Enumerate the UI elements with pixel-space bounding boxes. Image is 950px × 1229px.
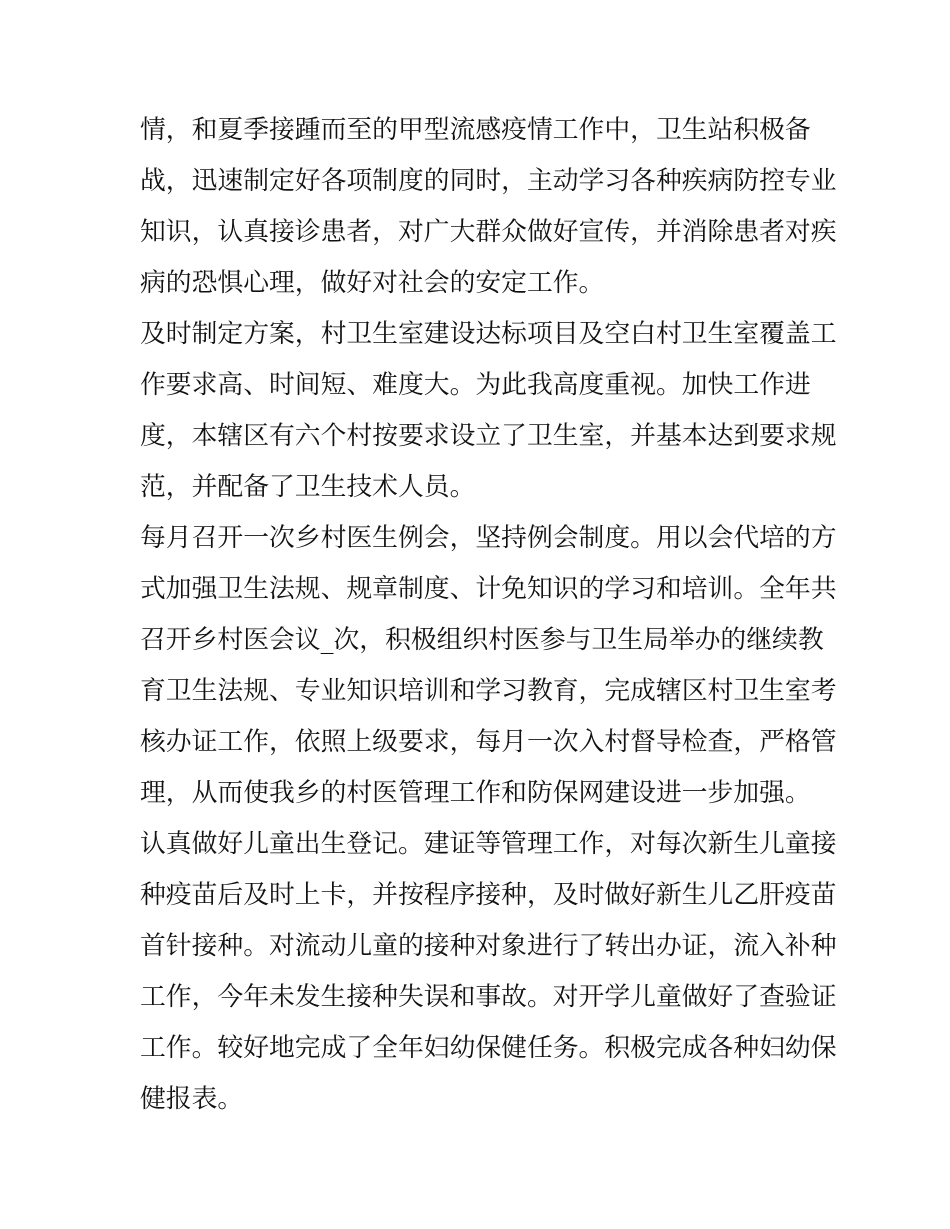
paragraph (140, 819, 837, 1125)
text-line: 每月召开一次乡村医生例会，坚持例会制度。用以会代培的方 (140, 523, 837, 553)
text-line: 认真做好儿童出生登记。建证等管理工作，对每次新生儿童接 (140, 829, 837, 859)
paragraph (140, 309, 837, 513)
text-line: 及时制定方案，村卫生室建设达标项目及空白村卫生室覆盖工 (140, 319, 837, 349)
text-line: 知识，认真接诊患者，对广大群众做好宣传，并消除患者对疾 (140, 217, 837, 247)
document-page (140, 105, 837, 1125)
text-line: 首针接种。对流动儿童的接种对象进行了转出办证，流入补种 (140, 931, 837, 961)
text-line: 式加强卫生法规、规章制度、计免知识的学习和培训。全年共 (140, 574, 837, 604)
paragraph (140, 105, 837, 309)
text-line: 理，从而使我乡的村医管理工作和防保网建设进一步加强。 (140, 778, 811, 808)
text-line: 核办证工作，依照上级要求，每月一次入村督导检查，严格管 (140, 727, 837, 757)
text-line: 育卫生法规、专业知识培训和学习教育，完成辖区村卫生室考 (140, 676, 837, 706)
text-line: 种疫苗后及时上卡，并按程序接种，及时做好新生儿乙肝疫苗 (140, 880, 837, 910)
text-line: 召开乡村医会议_次，积极组织村医参与卫生局举办的继续教 (140, 625, 824, 655)
text-line: 工作。较好地完成了全年妇幼保健任务。积极完成各种妇幼保 (140, 1033, 837, 1063)
paragraph (140, 513, 837, 819)
text-line: 工作，今年未发生接种失误和事故。对开学儿童做好了查验证 (140, 982, 837, 1012)
text-line: 情，和夏季接踵而至的甲型流感疫情工作中，卫生站积极备 (140, 115, 811, 145)
text-line: 范，并配备了卫生技术人员。 (140, 472, 476, 502)
text-line: 作要求高、时间短、难度大。为此我高度重视。加快工作进 (140, 370, 811, 400)
text-line: 战，迅速制定好各项制度的同时，主动学习各种疾病防控专业 (140, 166, 837, 196)
text-line: 健报表。 (140, 1084, 244, 1114)
text-line: 病的恐惧心理，做好对社会的安定工作。 (140, 268, 605, 298)
text-line: 度，本辖区有六个村按要求设立了卫生室，并基本达到要求规 (140, 421, 837, 451)
